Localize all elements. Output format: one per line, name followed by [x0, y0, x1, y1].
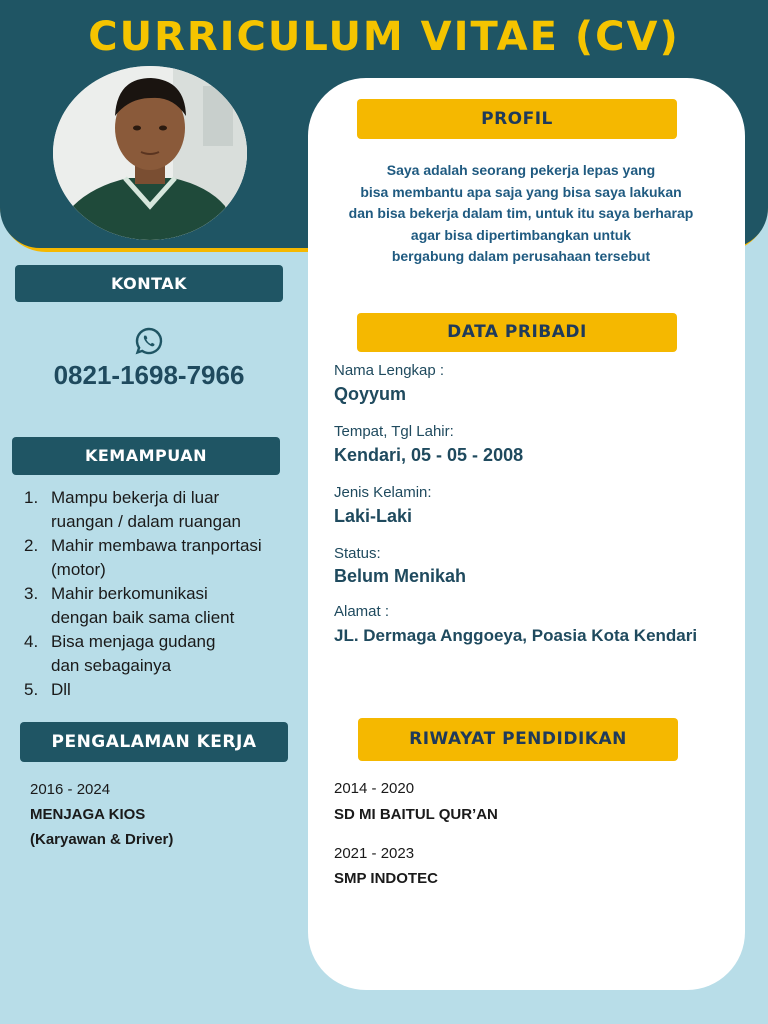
profile-line: bergabung dalam perusahaan tersebut — [391, 248, 651, 264]
profile-summary — [316, 160, 726, 268]
education-period: 2014 - 2020 — [334, 780, 415, 797]
address-label: Alamat : — [334, 603, 390, 620]
person-photo-illustration — [53, 66, 247, 240]
profile-line: bisa membantu apa saja yang bisa saya lakukan — [360, 183, 682, 200]
status-value: Belum Menikah — [334, 566, 467, 586]
list-item: 3. Mahir berkomunikasi dengan baik sama client — [24, 584, 235, 627]
list-item: 2. Mahir membawa tranportasi (motor) — [24, 536, 262, 579]
profile-line: Saya adalah seorang pekerja lepas yang — [386, 162, 656, 178]
gender-label: Jenis Kelamin: — [334, 484, 432, 501]
full-name-value: Qoyyum — [334, 384, 407, 404]
skills-heading: KEMAMPUAN — [12, 437, 280, 475]
profile-heading: PROFIL — [357, 99, 677, 139]
experience-role: MENJAGA KIOS — [30, 806, 146, 823]
experience-period: 2016 - 2024 — [30, 781, 111, 798]
whatsapp-icon — [134, 326, 164, 356]
address-value: JL. Dermaga Anggoeya, Poasia Kota Kendari — [334, 626, 698, 645]
phone-number: 0821-1698-7966 — [53, 360, 245, 390]
education-heading: RIWAYAT PENDIDIKAN — [358, 718, 678, 761]
personal-data-heading: DATA PRIBADI — [357, 313, 677, 352]
birth-value: Kendari, 05 - 05 - 2008 — [334, 445, 524, 465]
birth-label: Tempat, Tgl Lahir: — [334, 423, 454, 440]
gender-value: Laki-Laki — [334, 506, 413, 526]
contact-heading: KONTAK — [15, 265, 283, 302]
list-item: 1. Mampu bekerja di luar ruangan / dalam ruangan — [24, 488, 241, 531]
experience-detail: (Karyawan & Driver) — [30, 831, 174, 848]
education-school: SD MI BAITUL QUR’AN — [334, 806, 498, 823]
cv-title: CURRICULUM VITAE (CV) — [88, 14, 680, 60]
status-label: Status: — [334, 545, 381, 562]
profile-line: agar bisa dipertimbangkan untuk — [410, 226, 632, 243]
education-school: SMP INDOTEC — [334, 870, 438, 887]
skills-list — [24, 486, 304, 702]
full-name-label: Nama Lengkap : — [334, 362, 445, 379]
list-item: 5. Dll — [24, 680, 71, 699]
profile-photo — [53, 66, 247, 240]
education-period: 2021 - 2023 — [334, 845, 415, 862]
experience-heading: PENGALAMAN KERJA — [20, 722, 288, 762]
list-item: 4. Bisa menjaga gudang dan sebagainya — [24, 632, 216, 675]
profile-line: dan bisa bekerja dalam tim, untuk itu saya berharap — [348, 205, 694, 221]
